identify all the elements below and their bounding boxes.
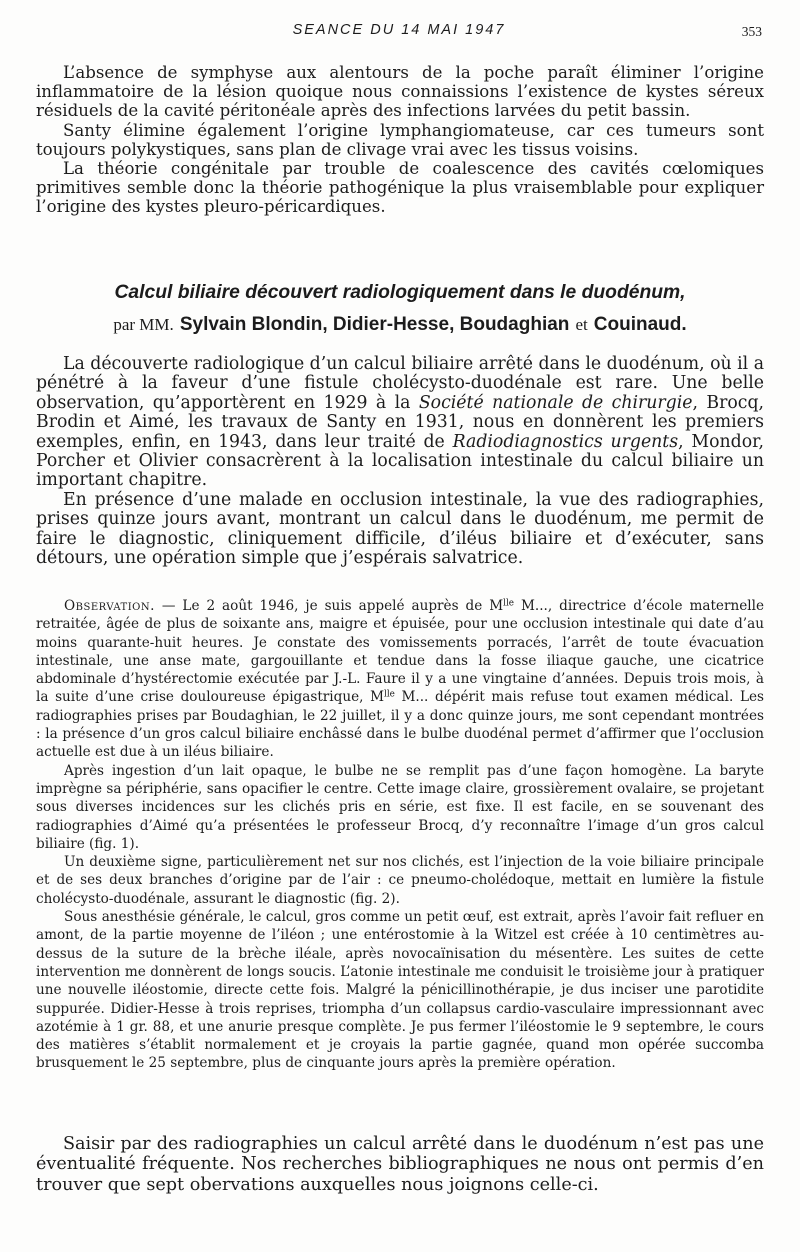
body-paragraph-2: En présence d’une malade en occlusion intestinale, la vue des radiographies, prises quinze jours avant, montrant un calcul dans le duodénum, me permit de faire le diagnostic, cliniquement difficile, d’iléus biliaire et d’exécuter, sans détours, une opération simple que j’espérais salvatrice. [36,489,764,569]
byline-prefix: par MM. [113,315,174,334]
article-byline [36,313,764,336]
observation-paragraph-2: Après ingestion d’un lait opaque, le bulbe ne se remplit pas d’une façon homogène. La baryte imprègne sa périphérie, sans opacifier le centre. Cette image claire, grossièrement ovalaire, se projetant sous diverses incidences sur les clichés pris en série, est fixe. Il est facile, en se souvenant des radiographies d’Aimé qu’a présentées le professeur Brocq, d’y reconnaître l’image d’un gros calcul biliaire (fig. 1). [36,762,764,852]
observation-section [36,597,764,1073]
mlle-superscript-1: lle [503,598,515,609]
book-title: Radiodiagnostics urgents [452,431,679,452]
page-header [36,20,762,44]
article-title: Calcul biliaire découvert radiologiquement dans le duodénum, [114,282,686,303]
byline-authors: Sylvain Blondin, Didier-Hesse, Boudaghian [179,314,570,335]
body-p1-part-c: , Mondor, Porcher et Olivier consacrèrent à la localisation intestinale du calcul biliaire un important chapitre. [36,431,764,491]
body-p1-part-a: La découverte radiologique d’un calcul biliaire arrêté dans le duodénum, où il a pénétré à la faveur d’une fistule cholécysto-duodénale est rare. Une belle observation, qu’apportèrent en 1929 à la [36,354,764,413]
body-paragraph-1 [36,355,764,491]
observation-paragraph-1 [36,597,764,762]
page-number: 353 [741,24,762,39]
byline-last-author: Couinaud. [593,314,687,335]
body-section [36,355,764,568]
intro-paragraph-2: Santy élimine également l’origine lymphangiomateuse, car ces tumeurs sont toujours polykystiques, sans plan de clivage vrai avec les tissus voisins. [36,120,764,159]
observation-label: Observation. [64,598,155,614]
observation-p1-part-c: M... dépérit mais refuse tout examen médical. Les radiographies prises par Boudaghian, le 22 juillet, il y a donc quinze jours, me sont cependant montrées : la présence d’un gros calcul biliaire enchâssé dans le bulbe duodénal permet d’affirmer que l’occlusion actuelle est due à un iléus biliaire. [36,689,764,761]
intro-paragraph-3: La théorie congénitale par trouble de coalescence des cavités cœlomiques primitives semble donc la théorie pathogénique la plus vraisemblable pour expliquer l’origine des kystes pleuro-péricardiques. [36,159,764,217]
observation-paragraph-4: Sous anesthésie générale, le calcul, gros comme un petit œuf, est extrait, après l’avoir fait refluer en amont, de la partie moyenne de l’iléon ; une entérostomie à la Witzel est créée à 10 centimètres au-dessus de la suture de la brèche iléale, après novocaïnisation du mésentère. Les suites de cette intervention me donnèrent de longs soucis. L’atonie intestinale me conduisit le troisième jour à pratiquer une nouvelle iléostomie, directe cette fois. Malgré la pénicillinothérapie, je dus inciser une parotidite suppurée. Didier-Hesse à trois reprises, triompha d’un collapsus cardio-vasculaire impressionnant avec azotémie à 1 gr. 88, et une anurie presque complète. Je pus fermer l’iléostomie le 9 septembre, le cours des matières s’établit normalement et je croyais la partie gagnée, quand mon opérée succomba brusquement le 25 septembre, plus de cinquante jours après la première opération. [36,909,764,1072]
intro-paragraph-1: L’absence de symphyse aux alentours de la poche paraît éliminer l’origine inflammatoire de la lésion quoique nous connaissions l’existence de kystes séreux résiduels de la cavité péritonéale après des infections larvées du petit bassin. [36,63,764,121]
observation-paragraph-3: Un deuxième signe, particulièrement net sur nos clichés, est l’injection de la voie biliaire principale et de ses deux branches d’origine par de l’air : ce pneumo-cholédoque, mettait en lumière la fistule cholécysto-duodénale, assurant le diagnostic (fig. 2). [36,854,764,907]
society-name: Société nationale de chirurgie [418,392,693,413]
closing-section [36,1134,764,1195]
mlle-superscript-2: lle [384,690,395,701]
intro-section [36,63,764,217]
byline-conjunction: et [575,315,588,334]
running-title: SEANCE DU 14 MAI 1947 [292,22,506,38]
closing-paragraph: Saisir par des radiographies un calcul arrêté dans le duodénum n’est pas une éventualité fréquente. Nos recherches bibliographiques ne nous ont permis d’en trouver que sept obervations auxquelles nous joignons celle-ci. [36,1134,764,1195]
observation-p1-part-a: — Le 2 août 1946, je suis appelé auprès de M [154,598,504,614]
body-p1-part-b: , Brocq, Brodin et Aimé, les travaux de Santy en 1931, nous en donnèrent les premiers exemples, enfin, en 1943, dans leur traité de [36,392,765,452]
observation-p1-part-b: M..., directrice d’école maternelle retraitée, âgée de plus de soixante ans, maigre et épuisée, pour une occlusion intestinale qui date d’au moins quarante-huit heures. Je constate des vomissements porracés, l’arrêt de toute évacuation intestinale, une anse mate, gargouillante et tendue dans la fosse iliaque gauche, une cicatrice abdominale d’hystérectomie exécutée par J.-L. Faure il y a une vingtaine d’années. Depuis trois mois, à la suite d’une crise douloureuse épigastrique, M [36,598,764,706]
